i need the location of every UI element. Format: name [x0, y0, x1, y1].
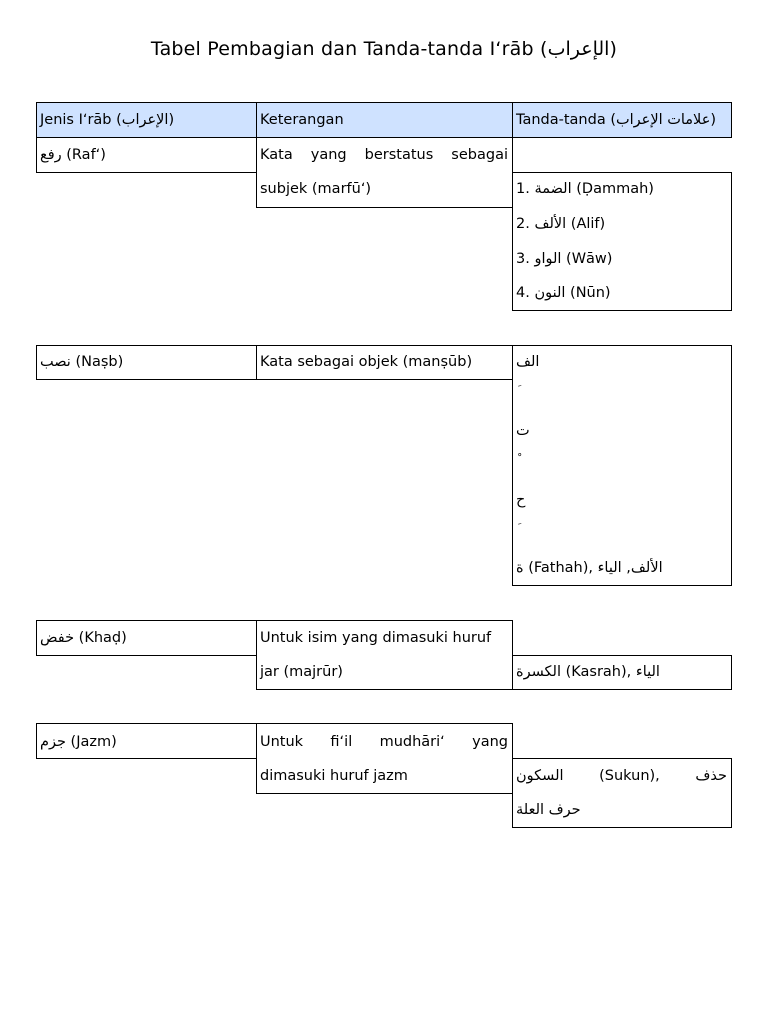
nasb-sign-item: الف	[516, 354, 540, 370]
nasb-sign-item: ة (Fathah), الألف, الياء	[516, 560, 663, 576]
nasb-signs-cell	[512, 345, 732, 586]
nasb-keterangan: Kata sebagai objek (manṣūb)	[260, 354, 473, 370]
jazm-sign-line2: حرف العلة	[516, 802, 581, 818]
page-title: Tabel Pembagian dan Tanda-tanda Iʻrāb (الإعراب)	[150, 38, 618, 60]
jazm-sign-word: حذف	[695, 768, 727, 784]
rafa-ket-word: sebagai	[451, 147, 508, 163]
jazm-sign-word: (Sukun),	[599, 768, 660, 784]
jazm-sign-word: السكون	[516, 768, 564, 784]
header-jenis-label: Jenis Iʻrāb (الإعراب)	[40, 112, 175, 128]
jazm-ket-word: fiʻil	[330, 734, 353, 750]
rafa-ket-word: berstatus	[364, 147, 434, 163]
rafa-jenis: رفع (Rafʻ)	[40, 147, 106, 163]
jazm-ket-word: Untuk	[260, 734, 304, 750]
nasb-sign-item: ت	[516, 423, 530, 439]
header-keterangan-label: Keterangan	[260, 112, 344, 128]
khafd-keterangan-line1: Untuk isim yang dimasuki huruf	[260, 630, 492, 646]
rafa-sign-item: 4. النون (Nūn)	[516, 285, 611, 301]
rafa-sign-item: 3. الواو (Wāw)	[516, 251, 613, 267]
khafd-sign: الكسرة (Kasrah), الياء	[516, 664, 660, 680]
jazm-ket-word: mudhāriʻ	[379, 734, 445, 750]
jazm-jenis: جزم (Jazm)	[40, 734, 117, 750]
jazm-keterangan-line1	[260, 732, 508, 752]
jazm-keterangan-line2: dimasuki huruf jazm	[260, 768, 408, 784]
nasb-jenis: نصب (Naṣb)	[40, 354, 124, 370]
jazm-sign-line1	[516, 766, 727, 786]
rafa-ket-word: Kata	[260, 147, 293, 163]
rafa-ket-word: yang	[310, 147, 347, 163]
rafa-sign-item: 2. الألف (Alif)	[516, 216, 606, 232]
khafd-keterangan-line2: jar (majrūr)	[260, 664, 343, 680]
rafa-keterangan-line1	[260, 145, 508, 165]
jazm-ket-word: yang	[472, 734, 508, 750]
rafa-keterangan-line2: subjek (marfūʻ)	[260, 181, 372, 197]
rafa-sign-item: 1. الضمة (Ḍammah)	[516, 181, 654, 197]
khafd-jenis: خفض (Khaḍ)	[40, 630, 127, 646]
nasb-sign-item: ح	[516, 492, 526, 508]
header-tanda-label: Tanda-tanda (علامات الإعراب)	[516, 112, 717, 128]
